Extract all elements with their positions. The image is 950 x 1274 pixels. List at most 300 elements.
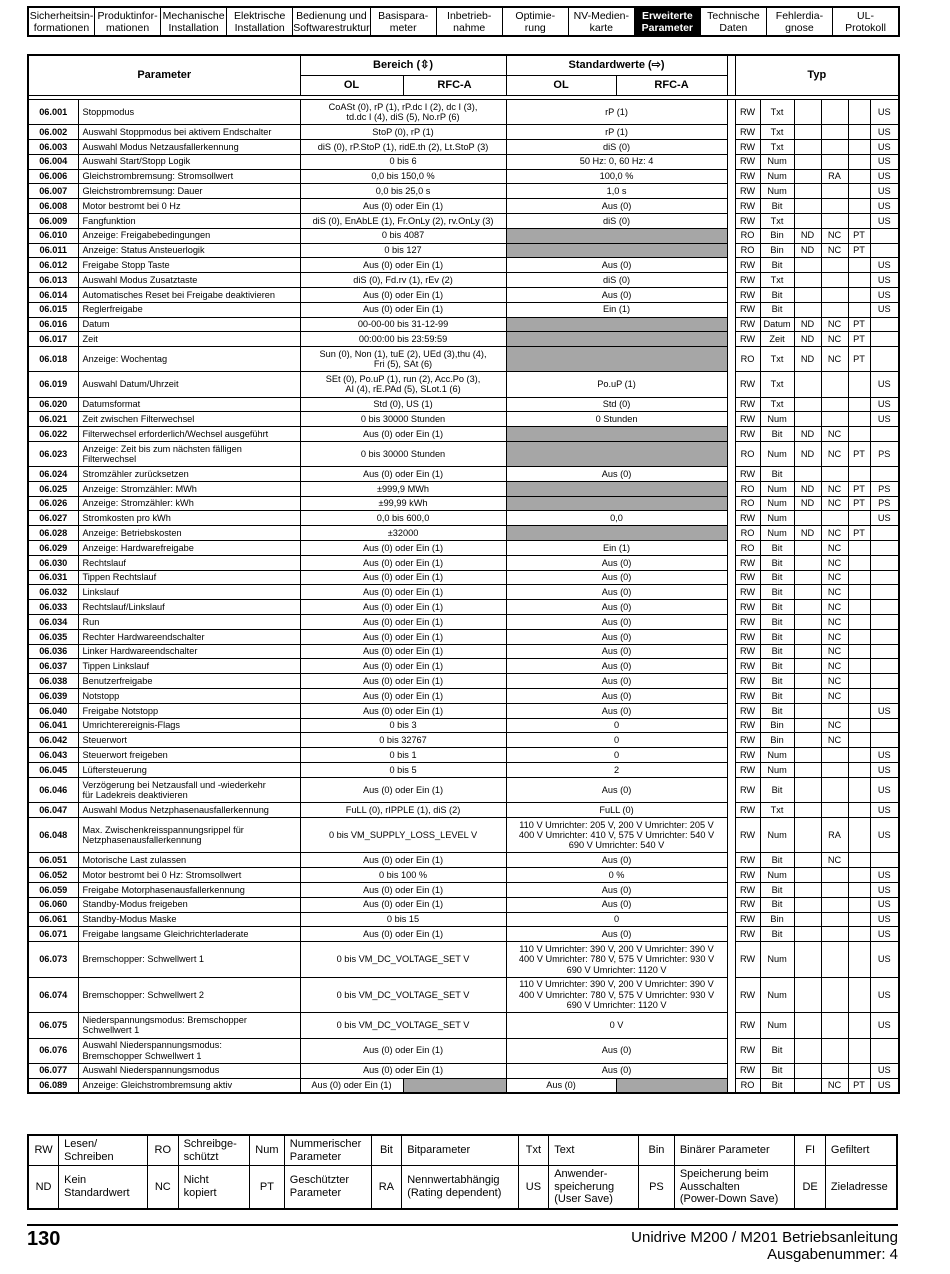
- parameter-number: 06.051: [28, 853, 78, 868]
- type-flag: PT: [848, 332, 870, 347]
- parameter-number: 06.025: [28, 481, 78, 496]
- type-flag: [794, 912, 821, 927]
- default-value: 0: [506, 748, 727, 763]
- header-default-ol: OL: [506, 76, 616, 96]
- type-flag: [821, 868, 848, 883]
- type-flag: [848, 644, 870, 659]
- nav-tab-2[interactable]: Mechanische Installation: [161, 8, 227, 35]
- default-value: Aus (0): [506, 570, 727, 585]
- type-flag: Txt: [760, 372, 794, 397]
- type-flag: [848, 763, 870, 778]
- type-spacer: [727, 1038, 735, 1063]
- parameter-row: [28, 258, 899, 273]
- default-value: Aus (0): [506, 287, 727, 302]
- type-spacer: [727, 213, 735, 228]
- range-value: Aus (0) oder Ein (1): [300, 555, 506, 570]
- type-spacer: [727, 139, 735, 154]
- parameter-number: 06.037: [28, 659, 78, 674]
- type-spacer: [727, 718, 735, 733]
- type-flag: [794, 570, 821, 585]
- range-value: Aus (0) oder Ein (1): [300, 258, 506, 273]
- parameter-name: Auswahl Start/Stopp Logik: [78, 154, 300, 169]
- type-flag: Bit: [760, 258, 794, 273]
- parameter-row: [28, 927, 899, 942]
- type-flag: Bin: [760, 733, 794, 748]
- type-spacer: [727, 977, 735, 1013]
- type-flag: [848, 1013, 870, 1038]
- nav-tab-3[interactable]: Elektrische Installation: [227, 8, 293, 35]
- type-flag: PT: [848, 317, 870, 332]
- range-value: Aus (0) oder Ein (1): [300, 644, 506, 659]
- parameter-name: Anzeige: Gleichstrombremsung aktiv: [78, 1078, 300, 1093]
- legend-abbreviation: PS: [639, 1166, 675, 1209]
- default-value-na: [506, 332, 727, 347]
- parameter-number: 06.022: [28, 427, 78, 442]
- type-spacer: [727, 372, 735, 397]
- parameter-row: [28, 139, 899, 154]
- type-flag: RO: [735, 541, 760, 556]
- type-flag: PT: [848, 441, 870, 466]
- range-value: 0 bis 30000 Stunden: [300, 441, 506, 466]
- type-flag: Num: [760, 817, 794, 853]
- parameter-row: [28, 817, 899, 853]
- type-flag: [821, 372, 848, 397]
- type-flag: [870, 555, 899, 570]
- type-flag: [821, 184, 848, 199]
- type-flag: Txt: [760, 213, 794, 228]
- range-value: Aus (0) oder Ein (1): [300, 585, 506, 600]
- type-flag: [794, 883, 821, 898]
- type-flag: [848, 184, 870, 199]
- legend-abbreviation: Bit: [371, 1135, 402, 1166]
- type-spacer: [727, 317, 735, 332]
- parameter-row: [28, 427, 899, 442]
- parameter-name: Motorische Last zulassen: [78, 853, 300, 868]
- type-flag: RW: [735, 868, 760, 883]
- type-flag: Bit: [760, 853, 794, 868]
- type-flag: US: [870, 897, 899, 912]
- nav-tab-4[interactable]: Bedienung und Softwarestruktur: [293, 9, 370, 34]
- default-value: Aus (0): [506, 629, 727, 644]
- type-flag: US: [870, 213, 899, 228]
- default-value: Aus (0): [506, 674, 727, 689]
- parameter-number: 06.014: [28, 287, 78, 302]
- default-value-na: [506, 526, 727, 541]
- type-spacer: [727, 184, 735, 199]
- type-flag: [821, 213, 848, 228]
- type-flag: NC: [821, 853, 848, 868]
- default-value: 100,0 %: [506, 169, 727, 184]
- type-flag: RW: [735, 629, 760, 644]
- type-flag: [870, 674, 899, 689]
- type-flag: RW: [735, 977, 760, 1013]
- type-flag: RO: [735, 243, 760, 258]
- range-value: Aus (0) oder Ein (1): [300, 570, 506, 585]
- legend-description: Schreibge- schützt: [178, 1135, 249, 1166]
- parameter-name: Gleichstrombremsung: Dauer: [78, 184, 300, 199]
- type-flag: [848, 372, 870, 397]
- default-value: 110 V Umrichter: 390 V, 200 V Umrichter: 390 V 400 V Umrichter: 780 V, 575 V Umrichter: 930 V 690 V Umrichter: 1120 V: [506, 977, 727, 1013]
- parameter-name: Zeit zwischen Filterwechsel: [78, 412, 300, 427]
- type-flag: [848, 397, 870, 412]
- range-value: Aus (0) oder Ein (1): [300, 615, 506, 630]
- type-flag: RW: [735, 718, 760, 733]
- type-flag: NC: [821, 317, 848, 332]
- type-flag: [794, 273, 821, 288]
- type-spacer: [727, 302, 735, 317]
- parameter-name: Notstopp: [78, 689, 300, 704]
- nav-tab-12[interactable]: UL- Protokoll: [845, 9, 886, 34]
- legend-abbreviation: DE: [795, 1166, 826, 1209]
- type-flag: NC: [821, 496, 848, 511]
- type-spacer: [727, 1013, 735, 1038]
- type-flag: US: [870, 927, 899, 942]
- type-spacer: [727, 441, 735, 466]
- type-flag: PT: [848, 228, 870, 243]
- nav-tab-0[interactable]: Sicherheitsin- formationen: [29, 9, 94, 34]
- default-value: Ein (1): [506, 541, 727, 556]
- type-flag: US: [870, 817, 899, 853]
- type-flag: Zeit: [760, 332, 794, 347]
- range-value: 0 bis 5: [300, 763, 506, 778]
- type-spacer: [727, 748, 735, 763]
- range-value: Aus (0) oder Ein (1): [300, 674, 506, 689]
- type-flag: US: [870, 125, 899, 140]
- type-flag: ND: [794, 496, 821, 511]
- type-flag: US: [870, 703, 899, 718]
- default-value: Aus (0): [506, 777, 727, 802]
- legend-abbreviation: Bin: [639, 1135, 675, 1166]
- type-flag: [794, 287, 821, 302]
- type-flag: US: [870, 169, 899, 184]
- type-flag: NC: [821, 718, 848, 733]
- type-flag: RW: [735, 600, 760, 615]
- header-range: Bereich (⇳): [300, 55, 506, 76]
- range-value: Aus (0) oder Ein (1): [300, 629, 506, 644]
- legend-abbreviation: Num: [250, 1135, 285, 1166]
- legend-description: Zieladresse: [825, 1166, 897, 1209]
- type-flag: RW: [735, 748, 760, 763]
- type-flag: US: [870, 287, 899, 302]
- type-flag: RW: [735, 897, 760, 912]
- type-flag: Num: [760, 184, 794, 199]
- parameter-row: [28, 511, 899, 526]
- parameter-row: [28, 332, 899, 347]
- type-flag: [821, 1038, 848, 1063]
- issue-number: Ausgabenummer: 4: [767, 1246, 898, 1263]
- range-value: 0 bis 4087: [300, 228, 506, 243]
- legend-description: Speicherung beim Ausschalten (Power-Down Save): [674, 1166, 794, 1209]
- type-flag: [794, 213, 821, 228]
- type-flag: [821, 467, 848, 482]
- type-flag: RW: [735, 1038, 760, 1063]
- type-flag: [848, 199, 870, 214]
- default-value: diS (0): [506, 273, 727, 288]
- range-value: ±99,99 kWh: [300, 496, 506, 511]
- type-flag: NC: [821, 570, 848, 585]
- parameter-row: [28, 600, 899, 615]
- parameter-row: [28, 317, 899, 332]
- type-flag: RW: [735, 883, 760, 898]
- type-flag: RW: [735, 659, 760, 674]
- type-flag: [870, 718, 899, 733]
- type-flag: [848, 733, 870, 748]
- type-flag: Bit: [760, 674, 794, 689]
- type-spacer: [727, 703, 735, 718]
- parameter-name: Datumsformat: [78, 397, 300, 412]
- parameter-row: [28, 733, 899, 748]
- range-value: StoP (0), rP (1): [300, 125, 506, 140]
- type-flag: [794, 600, 821, 615]
- type-flag: [794, 1078, 821, 1093]
- default-value-na: [506, 427, 727, 442]
- parameter-number: 06.032: [28, 585, 78, 600]
- parameter-table: [27, 54, 900, 1094]
- range-value: 0 bis 3: [300, 718, 506, 733]
- type-flag: [870, 243, 899, 258]
- type-flag: PT: [848, 481, 870, 496]
- parameter-name: Steuerwort freigeben: [78, 748, 300, 763]
- legend-abbreviation: RW: [28, 1135, 59, 1166]
- parameter-name: Zeit: [78, 332, 300, 347]
- parameter-number: 06.003: [28, 139, 78, 154]
- parameter-number: 06.002: [28, 125, 78, 140]
- parameter-row: [28, 302, 899, 317]
- type-flag: RW: [735, 139, 760, 154]
- type-spacer: [727, 689, 735, 704]
- default-ol: Aus (0): [506, 1078, 616, 1093]
- default-value: 1,0 s: [506, 184, 727, 199]
- type-flag: [848, 570, 870, 585]
- default-value: 110 V Umrichter: 390 V, 200 V Umrichter: 390 V 400 V Umrichter: 780 V, 575 V Umrichter: 930 V 690 V Umrichter: 1120 V: [506, 942, 727, 978]
- parameter-name: Anzeige: Wochentag: [78, 347, 300, 372]
- legend-description: Lesen/ Schreiben: [59, 1135, 148, 1166]
- type-flag: [794, 718, 821, 733]
- parameter-name: Rechtslauf/Linkslauf: [78, 600, 300, 615]
- parameter-row: [28, 1078, 899, 1093]
- type-flag: NC: [821, 629, 848, 644]
- parameter-row: [28, 942, 899, 978]
- parameter-name: Standby-Modus Maske: [78, 912, 300, 927]
- type-flag: RO: [735, 347, 760, 372]
- type-flag: Bit: [760, 615, 794, 630]
- parameter-number: 06.089: [28, 1078, 78, 1093]
- range-value: Aus (0) oder Ein (1): [300, 689, 506, 704]
- default-value-na: [506, 347, 727, 372]
- default-value: 50 Hz: 0, 60 Hz: 4: [506, 154, 727, 169]
- range-value: 0 bis 6: [300, 154, 506, 169]
- type-flag: [821, 703, 848, 718]
- parameter-number: 06.077: [28, 1063, 78, 1078]
- type-flag: PS: [870, 496, 899, 511]
- parameter-number: 06.015: [28, 302, 78, 317]
- nav-tab-9[interactable]: Erweiterte Parameter: [635, 8, 701, 35]
- type-flag: RW: [735, 427, 760, 442]
- type-flag: [870, 853, 899, 868]
- type-flag: US: [870, 748, 899, 763]
- type-flag: [848, 803, 870, 818]
- range-value: diS (0), rP.StoP (1), ridE.th (2), Lt.StoP (3): [300, 139, 506, 154]
- type-spacer: [727, 258, 735, 273]
- legend-abbreviation: RO: [147, 1135, 178, 1166]
- range-value: Aus (0) oder Ein (1): [300, 897, 506, 912]
- default-value: 0: [506, 733, 727, 748]
- type-flag: NC: [821, 659, 848, 674]
- type-flag: Num: [760, 868, 794, 883]
- parameter-name: Tippen Rechtslauf: [78, 570, 300, 585]
- parameter-row: [28, 273, 899, 288]
- type-flag: [848, 154, 870, 169]
- type-flag: US: [870, 139, 899, 154]
- type-spacer: [727, 287, 735, 302]
- type-flag: [821, 100, 848, 125]
- legend-description: Nicht kopiert: [178, 1166, 249, 1209]
- type-flag: [870, 644, 899, 659]
- default-value: Std (0): [506, 397, 727, 412]
- parameter-row: [28, 897, 899, 912]
- parameter-row: [28, 526, 899, 541]
- type-flag: [848, 100, 870, 125]
- parameter-row: [28, 803, 899, 818]
- type-flag: RW: [735, 258, 760, 273]
- type-flag: RW: [735, 397, 760, 412]
- type-spacer: [727, 125, 735, 140]
- default-value: Aus (0): [506, 258, 727, 273]
- type-flag: US: [870, 1013, 899, 1038]
- parameter-number: 06.061: [28, 912, 78, 927]
- type-flag: Bit: [760, 1063, 794, 1078]
- nav-tab-6[interactable]: Inbetrieb- nahme: [437, 8, 503, 35]
- type-flag: [794, 467, 821, 482]
- type-flag: Bin: [760, 228, 794, 243]
- type-flag: [794, 817, 821, 853]
- parameter-name: Freigabe Notstopp: [78, 703, 300, 718]
- type-spacer: [727, 674, 735, 689]
- default-value: Aus (0): [506, 585, 727, 600]
- type-flag: [794, 302, 821, 317]
- type-flag: Bit: [760, 689, 794, 704]
- nav-tab-10[interactable]: Technische Daten: [701, 8, 767, 35]
- type-flag: [794, 169, 821, 184]
- parameter-name: Rechtslauf: [78, 555, 300, 570]
- type-spacer: [727, 481, 735, 496]
- default-value: diS (0): [506, 139, 727, 154]
- parameter-name: Freigabe Motorphasenausfallerkennung: [78, 883, 300, 898]
- parameter-number: 06.046: [28, 777, 78, 802]
- range-value: FuLL (0), rIPPLE (1), diS (2): [300, 803, 506, 818]
- parameter-name: Fangfunktion: [78, 213, 300, 228]
- type-spacer: [727, 585, 735, 600]
- type-flag: Bit: [760, 927, 794, 942]
- parameter-name: Tippen Linkslauf: [78, 659, 300, 674]
- type-flag: [870, 570, 899, 585]
- type-flag: Num: [760, 511, 794, 526]
- type-flag: [821, 748, 848, 763]
- type-spacer: [727, 243, 735, 258]
- type-flag: Bit: [760, 600, 794, 615]
- default-value-na: [506, 228, 727, 243]
- default-value: 0: [506, 912, 727, 927]
- range-value: 00-00-00 bis 31-12-99: [300, 317, 506, 332]
- type-flag: RW: [735, 703, 760, 718]
- parameter-name: Motor bestromt bei 0 Hz: [78, 199, 300, 214]
- type-flag: RW: [735, 1013, 760, 1038]
- nav-tab-1[interactable]: Produktinfor- mationen: [95, 8, 161, 35]
- type-flag: [848, 629, 870, 644]
- type-flag: NC: [821, 585, 848, 600]
- legend-description: Gefiltert: [825, 1135, 897, 1166]
- type-flag: [794, 803, 821, 818]
- nav-tab-8[interactable]: NV-Medien- karte: [569, 8, 635, 35]
- type-flag: NC: [821, 481, 848, 496]
- default-value: rP (1): [506, 100, 727, 125]
- parameter-row: [28, 243, 899, 258]
- type-flag: [848, 748, 870, 763]
- type-flag: RW: [735, 912, 760, 927]
- type-spacer: [727, 868, 735, 883]
- type-spacer: [727, 803, 735, 818]
- type-flag: RA: [821, 169, 848, 184]
- parameter-number: 06.013: [28, 273, 78, 288]
- type-spacer: [727, 541, 735, 556]
- parameter-name: Max. Zwischenkreisspannungsrippel für Netzphasenausfallerkennung: [78, 817, 300, 853]
- type-flag: [821, 511, 848, 526]
- parameter-row: [28, 912, 899, 927]
- default-value: 110 V Umrichter: 205 V, 200 V Umrichter: 205 V 400 V Umrichter: 410 V, 575 V Umrichter: 540 V 690 V Umrichter: 540 V: [506, 817, 727, 853]
- type-flag: [821, 897, 848, 912]
- default-value: Aus (0): [506, 883, 727, 898]
- default-value: Aus (0): [506, 927, 727, 942]
- parameter-number: 06.004: [28, 154, 78, 169]
- type-flag: [794, 139, 821, 154]
- type-flag: RW: [735, 817, 760, 853]
- type-flag: [794, 154, 821, 169]
- type-flag: [794, 748, 821, 763]
- type-flag: RO: [735, 441, 760, 466]
- header-range-ol: OL: [300, 76, 403, 96]
- default-value: 0 %: [506, 868, 727, 883]
- range-value: 0 bis VM_DC_VOLTAGE_SET V: [300, 942, 506, 978]
- legend-abbreviation: ND: [28, 1166, 59, 1209]
- type-flag: [848, 412, 870, 427]
- parameter-number: 06.042: [28, 733, 78, 748]
- parameter-name: Anzeige: Betriebskosten: [78, 526, 300, 541]
- parameter-name: Gleichstrombremsung: Stromsollwert: [78, 169, 300, 184]
- type-flag: RW: [735, 199, 760, 214]
- nav-tab-11[interactable]: Fehlerdia- gnose: [767, 8, 833, 35]
- default-value: Po.uP (1): [506, 372, 727, 397]
- nav-tab-5[interactable]: Basispara- meter: [371, 8, 437, 35]
- type-flag: [821, 302, 848, 317]
- type-flag: Bit: [760, 659, 794, 674]
- nav-tab-7[interactable]: Optimie- rung: [503, 8, 569, 35]
- legend-row: [28, 1135, 897, 1166]
- type-flag: Bit: [760, 287, 794, 302]
- parameter-row: [28, 100, 899, 125]
- type-flag: Bit: [760, 427, 794, 442]
- parameter-number: 06.029: [28, 541, 78, 556]
- parameter-row: [28, 347, 899, 372]
- type-spacer: [727, 169, 735, 184]
- parameter-number: 06.011: [28, 243, 78, 258]
- type-flag: US: [870, 258, 899, 273]
- parameter-row: [28, 125, 899, 140]
- type-flag: ND: [794, 427, 821, 442]
- type-flag: [794, 585, 821, 600]
- type-flag: ND: [794, 228, 821, 243]
- legend-description: Anwender- speicherung (User Save): [549, 1166, 639, 1209]
- parameter-name: Freigabe Stopp Taste: [78, 258, 300, 273]
